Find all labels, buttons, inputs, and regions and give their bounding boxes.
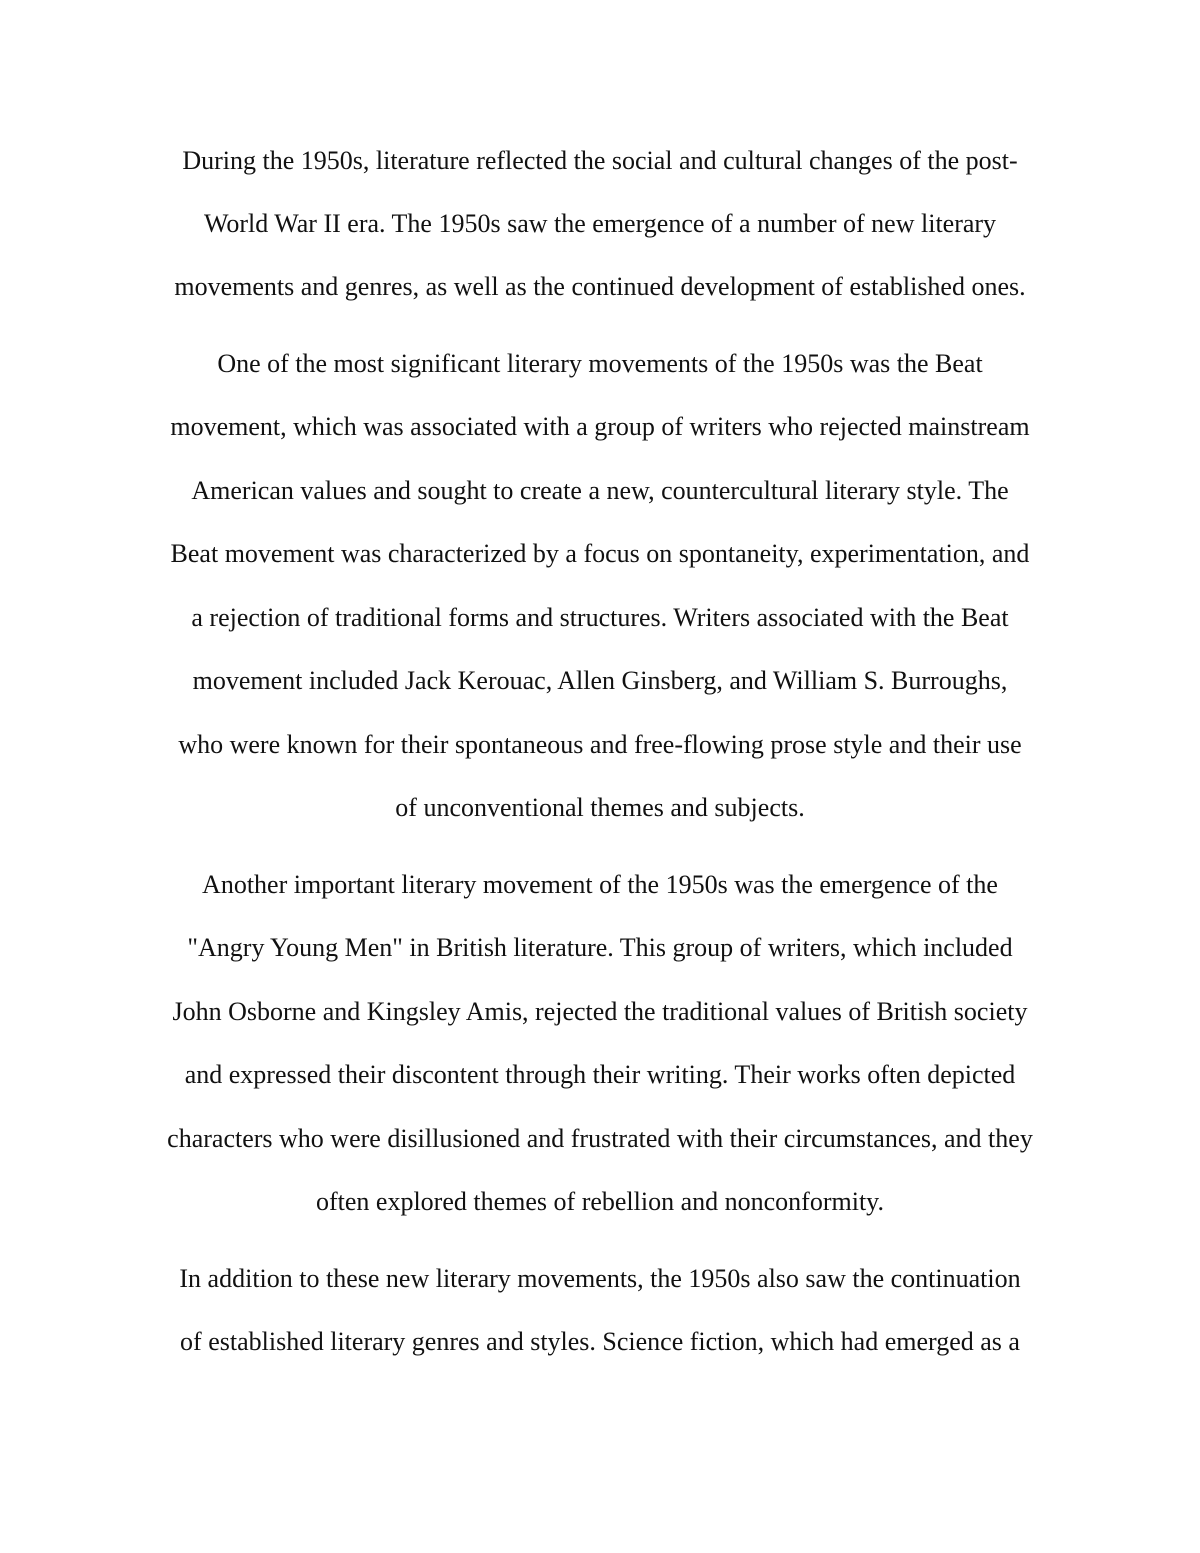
paragraph-2-line-4: Beat movement was characterized by a focus on spontaneity, experimentation, and <box>170 539 1030 568</box>
paragraph-3-line-5: characters who were disillusioned and frustrated with their circumstances, and they <box>167 1124 1033 1153</box>
paragraph-1-line-1: During the 1950s, literature reflected the social and cultural changes of the post- <box>182 146 1018 175</box>
paragraph-2-line-7: who were known for their spontaneous and free-flowing prose style and their use <box>178 730 1022 759</box>
paragraph-3-line-4: and expressed their discontent through their writing. Their works often depicted <box>184 1060 1016 1089</box>
paragraph-3-line-6: often explored themes of rebellion and nonconformity. <box>316 1187 884 1216</box>
paragraph-2-line-2: movement, which was associated with a group of writers who rejected mainstream <box>170 412 1030 441</box>
paragraph-2-line-6: movement included Jack Kerouac, Allen Ginsberg, and William S. Burroughs, <box>192 666 1008 695</box>
paragraph-2-line-3: American values and sought to create a new, countercultural literary style. The <box>191 476 1009 505</box>
paragraph-3-line-1: Another important literary movement of the 1950s was the emergence of the <box>202 870 998 899</box>
paragraph-2-line-5: a rejection of traditional forms and structures. Writers associated with the Beat <box>191 603 1009 632</box>
paragraph-4-line-2: of established literary genres and styles. Science fiction, which had emerged as a <box>180 1327 1020 1356</box>
paragraph-3-line-2: "Angry Young Men" in British literature. This group of writers, which included <box>187 933 1013 962</box>
paragraph-1-line-3: movements and genres, as well as the continued development of established ones. <box>174 272 1026 301</box>
paragraph-2-line-1: One of the most significant literary movements of the 1950s was the Beat <box>217 349 983 378</box>
paragraph-3-line-3: John Osborne and Kingsley Amis, rejected the traditional values of British society <box>172 997 1028 1026</box>
paragraph-2-line-8: of unconventional themes and subjects. <box>395 793 805 822</box>
paragraph-4-line-1: In addition to these new literary movements, the 1950s also saw the continuation <box>179 1264 1021 1293</box>
paragraph-1-line-2: World War II era. The 1950s saw the emergence of a number of new literary <box>203 209 997 238</box>
